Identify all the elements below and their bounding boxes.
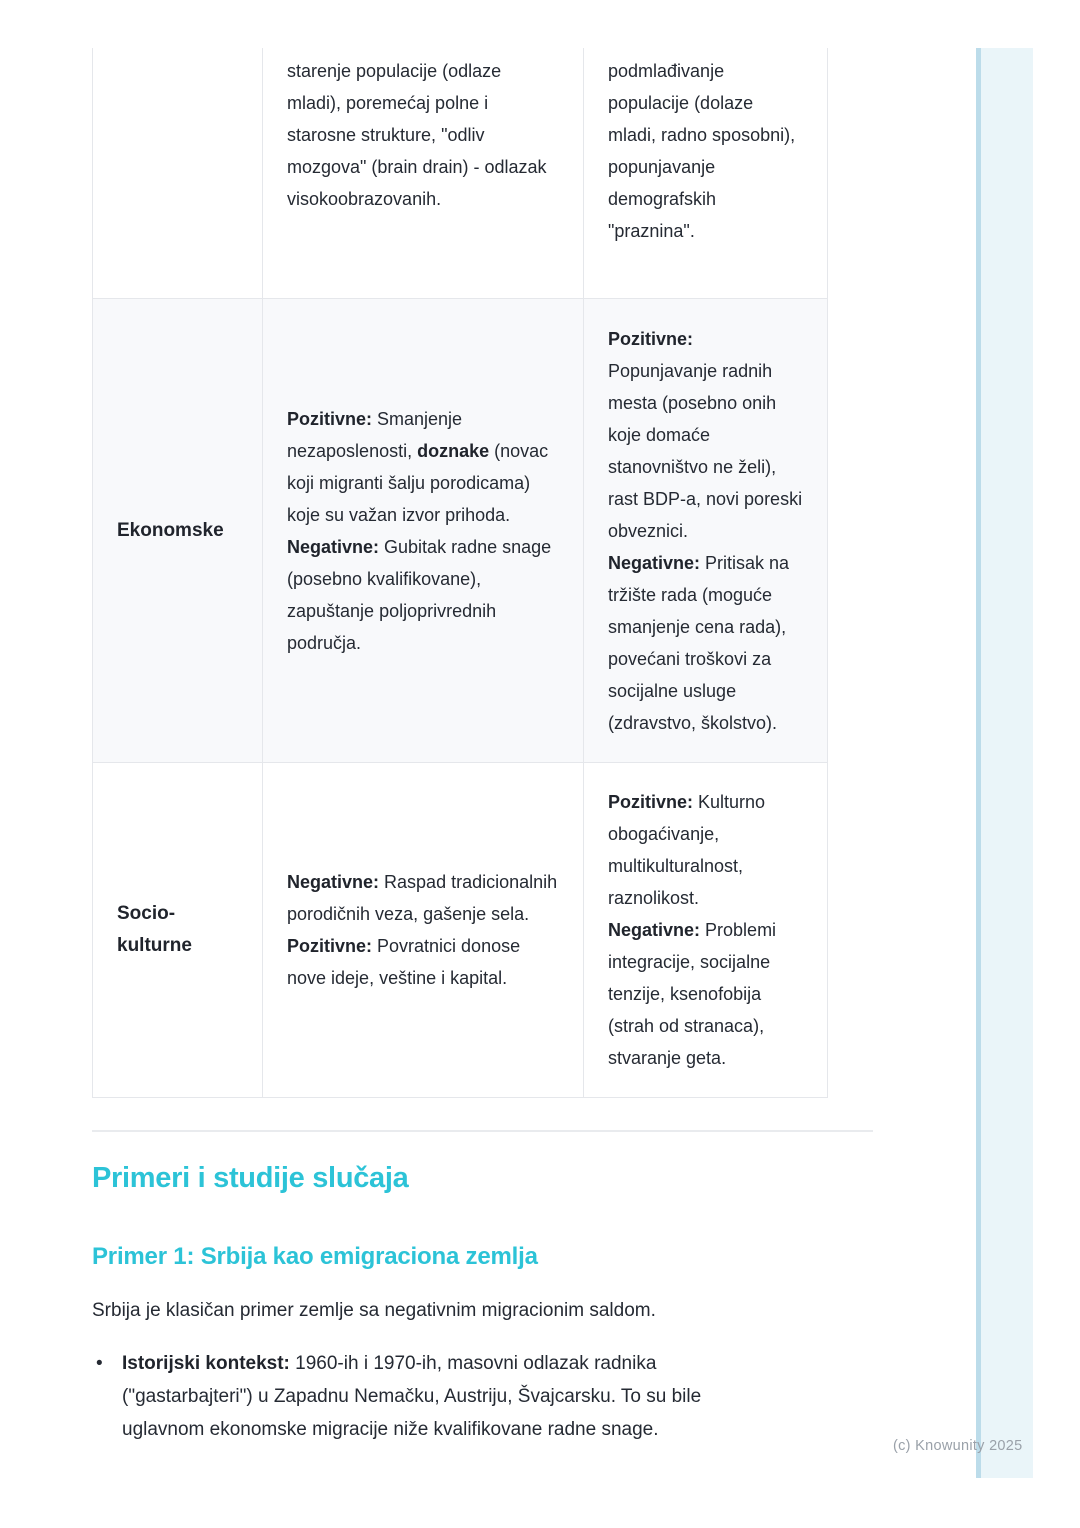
category-cell: Socio-kulturne (93, 763, 263, 1097)
origin-effects-cell (263, 48, 584, 298)
cell-text: (novac koji migranti šalju porodicama) koje su važan izvor prihoda. (287, 440, 549, 525)
effects-table (92, 48, 828, 1098)
section-divider (92, 1130, 873, 1132)
negative-label: Negativne: (608, 920, 701, 940)
origin-effects-cell (263, 763, 584, 1097)
bullet-marker: • (96, 1353, 103, 1374)
list-item-label: Istorijski kontekst: (122, 1353, 290, 1374)
positive-label: Pozitivne: (608, 792, 694, 812)
subsection-title: Primer 1: Srbija kao emigraciona zemlja (92, 1243, 538, 1270)
origin-effects-cell (263, 299, 584, 762)
bullet-list (96, 1347, 776, 1446)
category-cell (93, 48, 263, 298)
cell-text: Povratnici donose nove ideje, veštine i kapital. (287, 936, 521, 988)
negative-label: Negativne: (287, 536, 380, 557)
cell-text: Popunjavanje radnih mesta (posebno onih koje domaće stanovništvo ne želi), rast BDP-a, novi poreski obveznici. (608, 360, 803, 541)
destination-effects-cell (584, 48, 827, 298)
cell-text: Smanjenje nezaposlenosti, (287, 408, 463, 461)
copyright-watermark: (c) Knowunity 2025 (893, 1438, 1023, 1454)
cell-text: Pritisak na tržište rada (moguće smanjenje cena rada), povećani troškovi za socijalne usluge (zdravstvo, školstvo). (608, 552, 790, 733)
positive-label: Pozitivne: (608, 328, 694, 349)
cell-text: Raspad tradicionalnih porodičnih veza, gašenje sela. (287, 872, 558, 924)
cell-text: Gubitak radne snage (posebno kvalifikovane), zapuštanje poljoprivrednih područja. (287, 536, 552, 653)
list-item-body: 1960-ih i 1970-ih, masovni odlazak radnika ("gastarbajteri") u Zapadnu Nemačku, Austriju, Švajcarsku. To su bile uglavnom ekonomske migracije niže kvalifikovane radne snage. (122, 1353, 702, 1440)
intro-paragraph: Srbija je klasičan primer zemlje sa negativnim migracionim saldom. (92, 1300, 656, 1321)
table-row (93, 299, 827, 763)
cell-text: podmlađivanje populacije (dolaze mladi, radno sposobni), popunjavanje demografskih "praznina". (608, 61, 796, 241)
destination-effects-cell (584, 763, 827, 1097)
negative-label: Negativne: (287, 872, 380, 892)
emphasis-text: doznake (417, 440, 490, 461)
section-title: Primeri i studije slučaja (92, 1162, 409, 1194)
cell-text: starenje populacije (odlaze mladi), poremećaj polne i starosne strukture, "odliv mozgova" (brain drain) - odlazak visokoobrazovanih. (287, 61, 547, 209)
table-row (93, 48, 827, 299)
negative-label: Negativne: (608, 552, 701, 573)
destination-effects-cell (584, 299, 827, 762)
cell-text: Kulturno obogaćivanje, multikulturalnost, raznolikost. (608, 792, 766, 908)
table-row (93, 763, 827, 1098)
positive-label: Pozitivne: (287, 408, 373, 429)
list-item (96, 1347, 776, 1446)
cell-text: Problemi integracije, socijalne tenzije, ksenofobija (strah od stranaca), stvaranje geta. (608, 920, 777, 1068)
decorative-stripe (976, 48, 1033, 1478)
positive-label: Pozitivne: (287, 936, 373, 956)
category-cell: Ekonomske (93, 299, 263, 762)
list-item-text (122, 1347, 776, 1446)
